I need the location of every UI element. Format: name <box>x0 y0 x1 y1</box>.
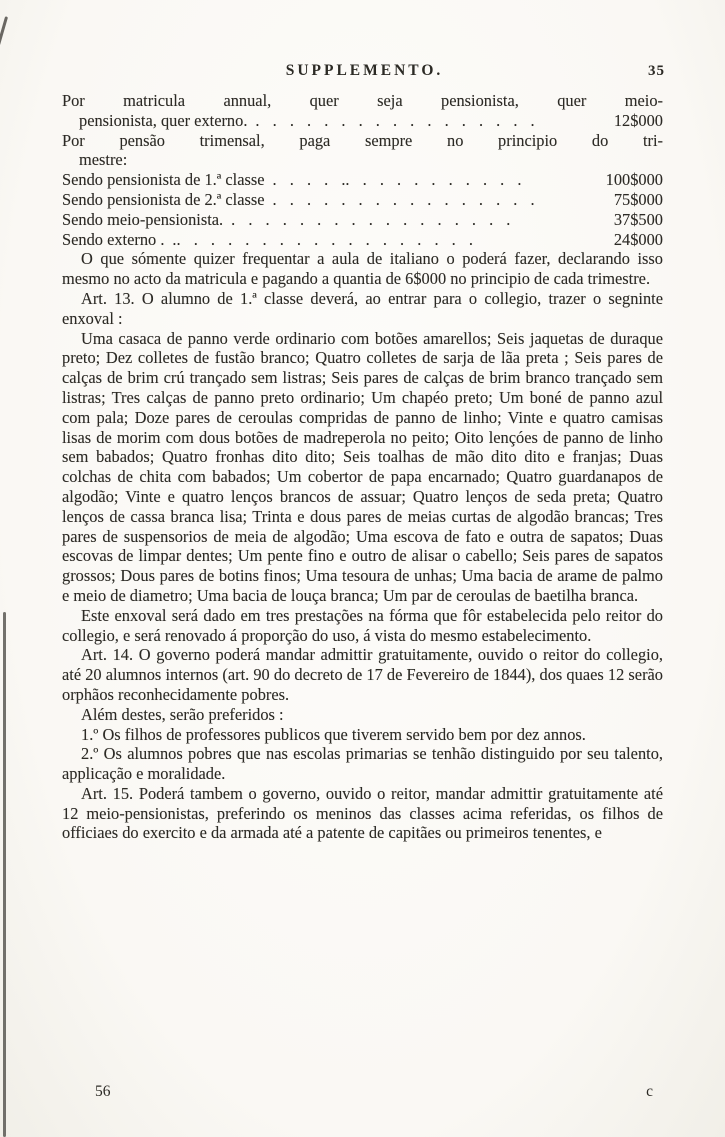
fee-amount: 24$000 <box>613 229 663 249</box>
page-header <box>62 62 667 80</box>
paragraph: Além destes, serão preferidos : <box>81 704 284 724</box>
fee-label: Por pensão trimensal, paga sempre no principio do tri- <box>62 130 663 150</box>
scan-artifact-left-line <box>3 612 6 1137</box>
paragraph: Este enxoval será dado em tres prestações na fórma que fôr estabelecida pelo reitor do collegio, e será renovado á proporção do uso, á vista do mesmo estabelecimento. <box>62 605 663 645</box>
fee-amount: 37$500 <box>613 209 663 229</box>
paragraph: O que sómente quizer frequentar a aula de italiano o poderá fazer, declarando isso mesmo no acto da matricula e pagando a quantia de 6$000 no principio de cada trimestre. <box>62 249 663 289</box>
fee-label: Sendo pensionista de 2.ª classe <box>62 189 265 209</box>
fee-line <box>62 131 663 151</box>
dot-leader: . . . . . . . . . . . . . . . . <box>272 189 535 209</box>
catchword: c <box>646 1083 653 1100</box>
page-footer <box>95 1083 653 1101</box>
paragraph: Art. 14. O governo poderá mandar admittir gratuitamente, ouvido o reitor do collegio, até 20 alumnos internos (art. 90 do decreto de 17 de Fevereiro de 1844), dos quaes 12 serão orphãos reconhecidamente pobres. <box>62 645 663 704</box>
dot-leader: . . . . . . . . . . . . . . . . . <box>255 110 535 130</box>
fee-label: Por matricula annual, quer seja pensionista, quer meio- <box>62 91 663 110</box>
scan-artifact-top-mark <box>0 16 8 46</box>
fee-amount: 100$000 <box>605 170 663 190</box>
fee-line <box>62 170 663 190</box>
fee-line <box>62 111 663 131</box>
fee-label: Sendo meio-pensionista. <box>62 209 224 229</box>
paragraph-list <box>62 249 663 843</box>
fee-line <box>62 150 663 170</box>
fee-line <box>62 210 663 230</box>
dot-leader: .. . . . . . . . . . . . . . . . . . <box>172 229 473 249</box>
fee-table <box>62 91 663 249</box>
fee-label: Sendo externo . <box>62 229 165 249</box>
fee-label: pensionista, quer externo. <box>79 110 248 130</box>
fee-line <box>62 190 663 210</box>
paragraph: 2.º Os alumnos pobres que nas escolas primarias se tenhão distinguido por seu talento, applicação e moralidade. <box>62 744 663 784</box>
paragraph: Art. 13. O alumno de 1.ª classe deverá, ao entrar para o collegio, trazer o segninte enxoval : <box>62 288 663 328</box>
signature-number: 56 <box>95 1083 111 1100</box>
fee-amount: 12$000 <box>613 110 663 130</box>
fee-line <box>62 230 663 250</box>
dot-leader: . . . . . . . . . . . . . . . . . <box>231 209 511 229</box>
paragraph: 1.º Os filhos de professores publicos que tiverem servido bem por dez annos. <box>81 724 586 744</box>
dot-leader: . . . . .. . . . . . . . . . . <box>272 170 522 190</box>
paragraph: Art. 15. Poderá tambem o governo, ouvido o reitor, mandar admittir gratuitamente até 12 meio-pensionistas, preferindo os meninos das classes acima referidas, os filhos de officiaes do exercito e da armada até a patente de capitães ou primeiros tenentes, e <box>62 783 663 843</box>
page-body <box>62 91 663 1083</box>
fee-label: Sendo pensionista de 1.ª classe <box>62 170 265 190</box>
fee-label: mestre: <box>79 150 128 170</box>
fee-line <box>62 91 663 111</box>
running-title: SUPPLEMENTO. <box>285 62 444 79</box>
paragraph: Uma casaca de panno verde ordinario com botões amarellos; Seis jaquetas de duraque preto; Dez colletes de fustão branco; Quatro colletes de sarja de lãa preta ; Seis pares de calças de brim crú trançado sem listras; Seis pares de calças de brim branco trançado sem listras; Tres calças de panno preto ordinario; Um chapéo preto; Um boné de panno azul com pala; Doze pares de ceroulas compridas de panno de linho; Vinte e quatro camisas lisas de morim com dous botões de madreperola no peito; Oito lençóes de panno de linho sem babados; Quatro fronhas dito dito; Seis toalhas de mão dito dito e franjas; Duas colchas de chita com babados; Um cobertor de papa encarnado; Quatro guardanapos de algodão; Vinte e quatro lenços brancos de assuar; Quatro lenços de seda preta; Quatro lenços de cassa branca lisa; Trinta e dous pares de meias curtas de algodão brancas; Tres pares de suspensorios de meia de algodão; Uma escova de fato e outra de sapatos; Duas escovas de limpar dentes; Um pente fino e outro de alisar o cabello; Seis pares de sapatos grossos; Dous pares de botins finos; Uma tesoura de unhas; Uma bacia de arame de palmo e meio de diametro; Uma bacia de louça branca; Um par de ceroulas de baetilha branca. <box>62 328 663 605</box>
page-number: 35 <box>648 63 665 79</box>
fee-amount: 75$000 <box>613 189 663 209</box>
